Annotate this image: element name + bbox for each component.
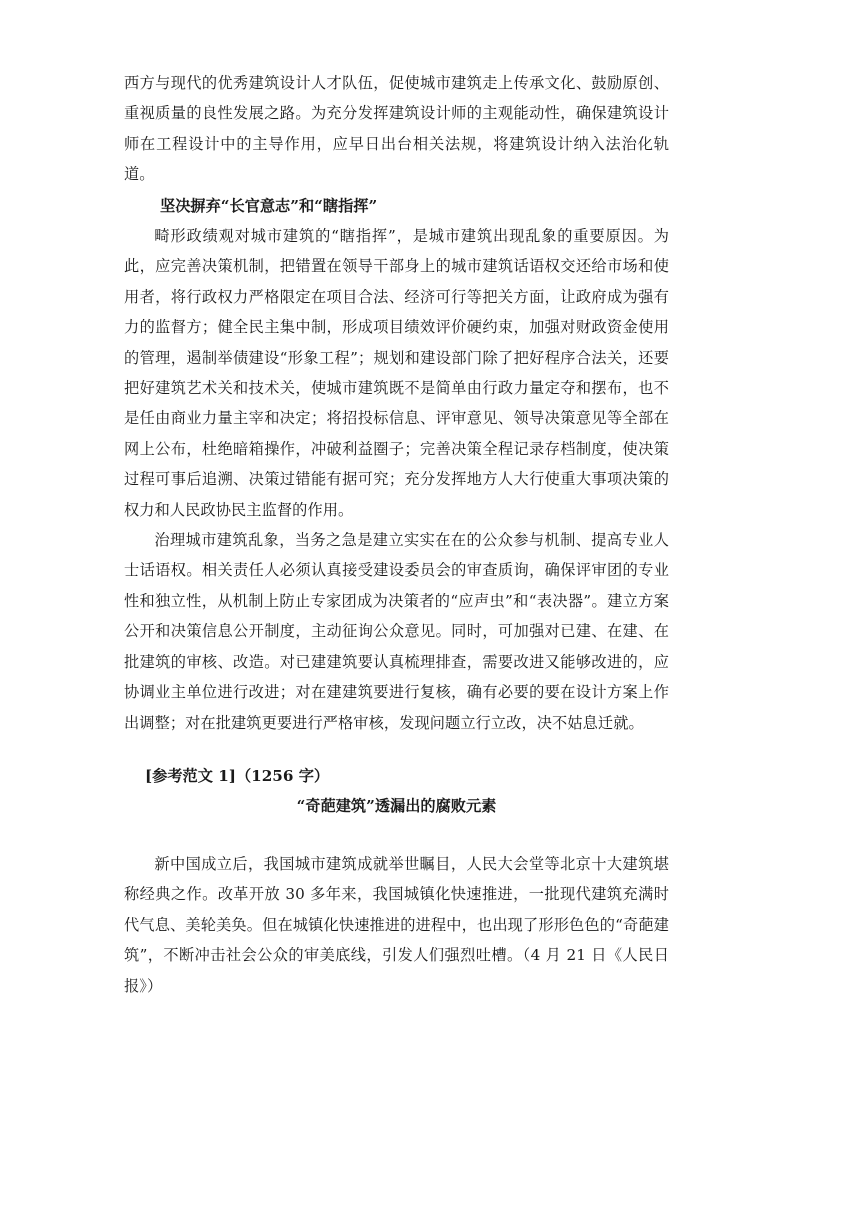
section-heading: 坚决摒弃“长官意志”和“瞎指挥” [160,197,378,215]
reference-title: “奇葩建筑”透漏出的腐败元素 [296,797,497,815]
reference-label: [参考范文 1]（1256 字） [145,767,330,785]
reference-body [124,849,669,1001]
section-paragraph-2: 治理城市建筑乱象，当务之急是建立实实在在的公众参与机制、提高专业人士话语权。相关责任人必须认真接受建设委员会的审查质询，确保评审团的专业性和独立性，从机制上防止专家团成为决策者的“应声虫”和“表决器”。建立方案公开和决策信息公开制度，主动征询公众意见。同时，可加强对已建、在建、在批建筑的审核、改造。对已建建筑要认真梳理排查，需要改进又能够改进的，应协调业主单位进行改进；对在建建筑要进行复核，确有必要的要在设计方案上作出调整；对在批建筑更要进行严格审核，发现问题立行立改，决不姑息迁就。 [124,531,669,732]
intro-paragraph-block [124,68,669,190]
section-paragraph-1: 畸形政绩观对城市建筑的“瞎指挥”，是城市建筑出现乱象的重要原因。为此，应完善决策机制，把错置在领导干部身上的城市建筑话语权交还给市场和使用者，将行政权力严格限定在项目合法、经济可行等把关方面，让政府成为强有力的监督方；健全民主集中制，形成项目绩效评价硬约束，加强对财政资金使用的管理，遏制举债建设“形象工程”；规划和建设部门除了把好程序合法关，还要把好建筑艺术关和技术关，使城市建筑既不是简单由行政力量定夺和摆布，也不是任由商业力量主宰和决定；将招投标信息、评审意见、领导决策意见等全部在网上公布，杜绝暗箱操作，冲破利益圈子；完善决策全程记录存档制度，使决策过程可事后追溯、决策过错能有据可究；充分发挥地方人大行使重大事项决策的权力和人民政协民主监督的作用。 [124,227,669,519]
reference-paragraph: 新中国成立后，我国城市建筑成就举世瞩目，人民大会堂等北京十大建筑堪称经典之作。改革开放 30 多年来，我国城镇化快速推进，一批现代建筑充满时代气息、美轮美奂。但在城镇化快速推进的进程中，也出现了形形色色的“奇葩建筑”，不断冲击社会公众的审美底线，引发人们强烈吐槽。（4 月 21 日《人民日报》） [124,855,669,995]
section-body [124,221,669,738]
intro-paragraph: 西方与现代的优秀建筑设计人才队伍，促使城市建筑走上传承文化、鼓励原创、重视质量的良性发展之路。为充分发挥建筑设计师的主观能动性，确保建筑设计师在工程设计中的主导作用，应早日出台相关法规，将建筑设计纳入法治化轨道。 [124,74,669,184]
